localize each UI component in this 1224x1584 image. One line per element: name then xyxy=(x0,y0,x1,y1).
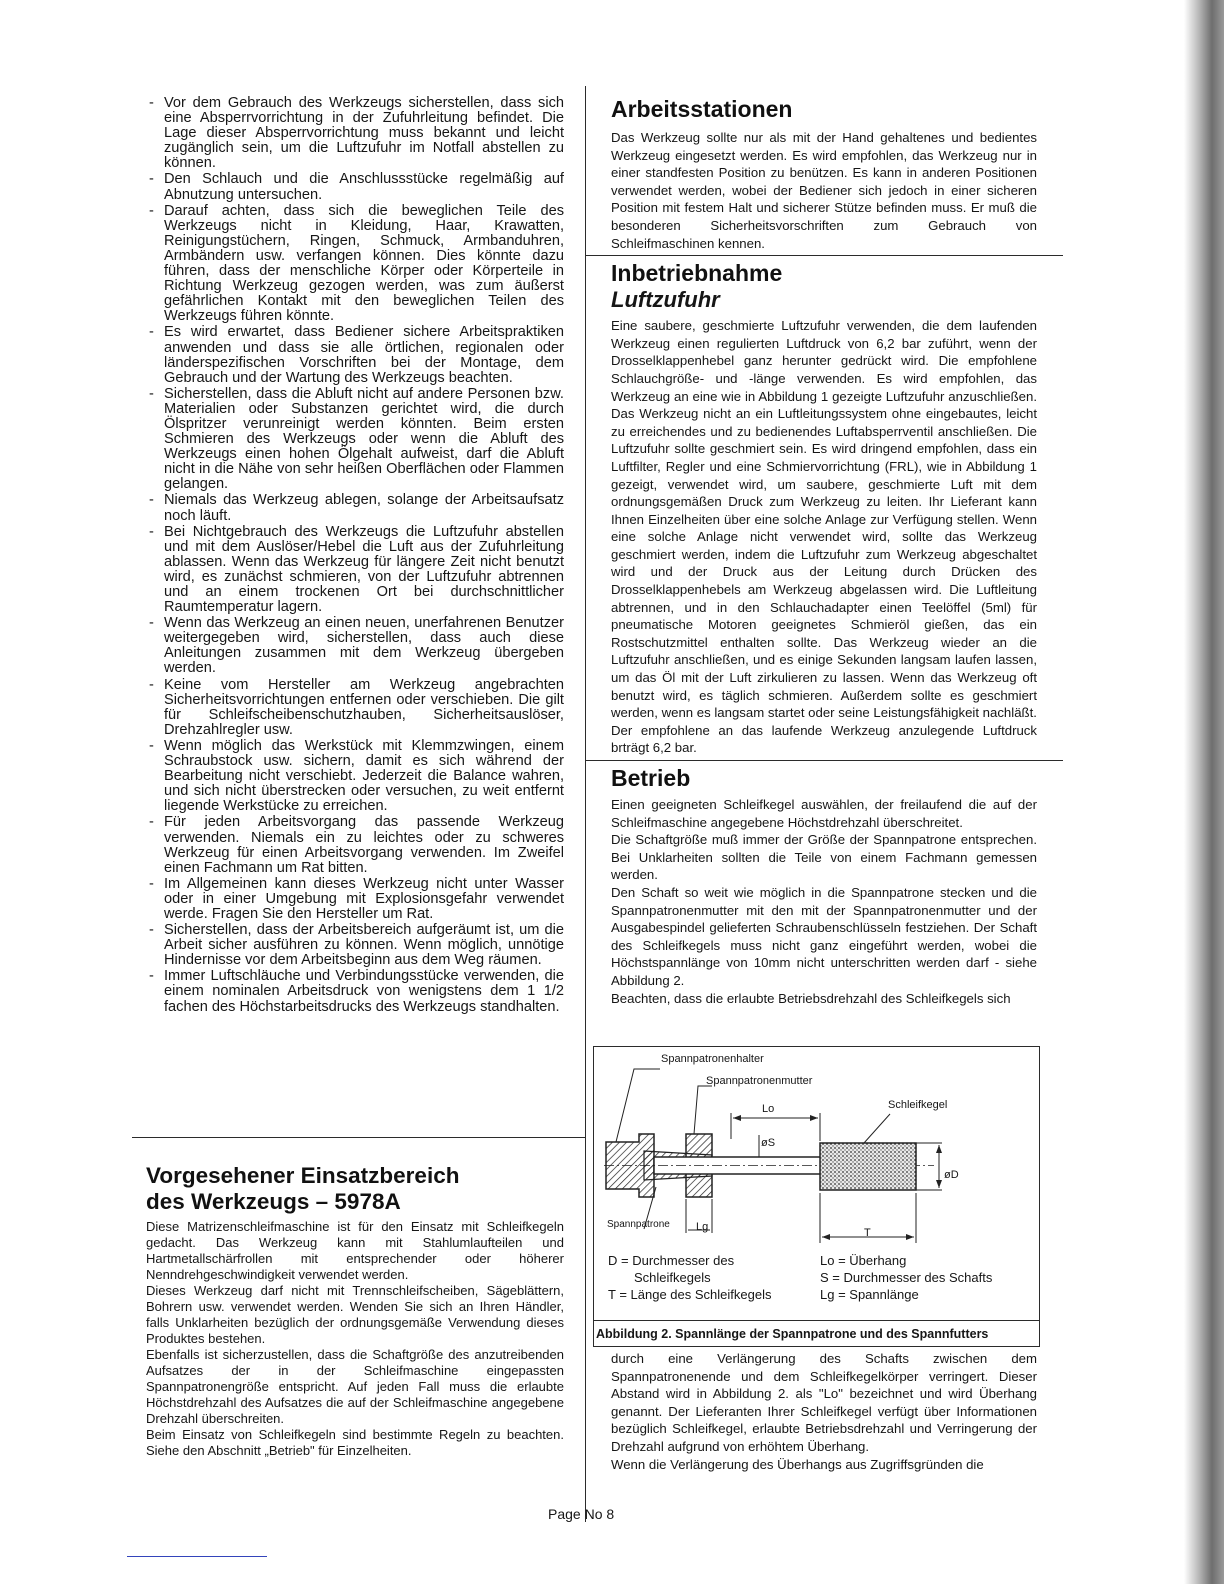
betrieb-paragraph: Einen geeigneten Schleifkegel auswählen, der freilaufend die auf der Schleifmaschine angegebene Höchstdrehzahl überschreitet. xyxy=(611,797,1037,830)
intended-use-paragraph: Beim Einsatz von Schleifkegeln sind bestimmte Regeln zu beachten. Siehe den Abschnitt „Betrieb" für Einzelheiten. xyxy=(146,1427,564,1458)
label-collet: Spannpatrone xyxy=(607,1219,670,1230)
scan-artifact-line xyxy=(127,1556,267,1557)
intended-use-paragraph: Diese Matrizenschleifmaschine ist für den Einsatz mit Schleifkegeln gedacht. Das Werkzeug kann mit Stahlumlaufteilen und Hartmetallschärfrollen mit entsprechender oder höherer Nenndrehgeschwindigkeit verwendet werden. xyxy=(146,1219,564,1282)
safety-bullet: - Für jeden Arbeitsvorgang das passende Werkzeug verwenden. Niemals ein zu leichtes oder zu schweres Werkzeug für einen Arbeitsvorgang verwenden. Im Zweifel einen Fachmann um Rat bitten. xyxy=(146,815,564,875)
intended-use-section xyxy=(146,1163,564,1459)
label-collet-nut: Spannpatronenmutter xyxy=(706,1075,813,1087)
section-rule xyxy=(585,255,1063,256)
grinding-point-shape xyxy=(820,1143,916,1190)
intended-use-title-line2: des Werkzeugs – 5978A xyxy=(146,1189,401,1214)
legend-lg: Lg = Spannlänge xyxy=(820,1287,919,1302)
label-cone-diameter: øD xyxy=(944,1169,959,1181)
safety-bullet: - Niemals das Werkzeug ablegen, solange der Arbeitsaufsatz noch läuft. xyxy=(146,493,564,523)
inbetriebnahme-paragraph: Eine saubere, geschmierte Luftzufuhr verwenden, die dem laufenden Werkzeug einen regulierten Luftdruck von 6,2 bar zuführt, wenn der Drosselklappenhebel ganz herunter gedrückt wird. Die empfohlene Schlauchgröße- und -länge verwenden. Es wird empfohlen, das Werkzeug an eine wie in Abbildung 1 gezeigte Luftzufuhr anzuschließen. Das Werkzeug nicht an ein Luftleitungssystem ohne eingebautes, leicht zu erreichendes und zu bedienendes Luftabsperrventil anschließen. Die Luftzufuhr sollte geschmiert sein. Es wird dringend empfohlen, dass ein Luftfilter, Regler und eine Schmiervorrichtung (FRL), wie in Abbildung 1 gezeigt, verwendet wird, um saubere, geschmierte Luft mit dem ordnungsgemäßen Druck zum Werkzeug zu leiten. Ihr Lieferant kann Ihnen Einzelheiten über eine solche Anlage zur Verfügung stellen. Wenn eine solche Anlage nicht verwendet wird, sollte das Werkzeug geschmiert werden, indem die Luftzufuhr zum Werkzeug abgeschaltet wird und der Druck aus der Leitung durch Drücken des Drosselklappenhebels am Werkzeug abgelassen wird. Die Luftleitung abtrennen, und in den Schlauchadapter einen Teelöffel (5ml) für pneumatische Motoren geeignetes Schmieröl gießen, das ein Rostschutzmittel enthalten sollte. Das Werkzeug wieder an die Luftzufuhr anschließen, und es einige Sekunden langsam laufen lassen, um das Öl mit der Luft zirkulieren zu lassen. Wenn das Werkzeug oft benutzt wird, es täglich schmieren. Außerdem sollte es geschmiert werden, wenn es langsam startet oder seine Leistungsfähigkeit nachläßt. xyxy=(611,318,1037,721)
legend-t: T = Länge des Schleifkegels xyxy=(608,1287,772,1302)
safety-bullet: - Sicherstellen, dass die Abluft nicht auf andere Personen bzw. Materialien oder Substanzen gerichtet wird, die durch Ölspritzer verunreinigt werden könnten. Beim ersten Schmieren des Werkzeugs oder wenn die Abluft des Werkzeugs einen hohen Ölgehalt aufweist, darf die Abluft nicht in die Nähe von sehr heißen Oberflächen oder Flammen gelangen. xyxy=(146,387,564,493)
arbeitsstationen-title: Arbeitsstationen xyxy=(611,96,793,122)
safety-instructions-column xyxy=(146,96,564,1016)
figure-caption: Abbildung 2. Spannlänge der Spannpatrone und des Spannfutters xyxy=(594,1320,1039,1346)
scan-edge-shadow xyxy=(1184,0,1224,1584)
safety-bullet: - Im Allgemeinen kann dieses Werkzeug nicht unter Wasser oder in einer Umgebung mit Explosionsgefahr verwendet werde. Fragen Sie den Hersteller um Rat. xyxy=(146,877,564,922)
label-shaft-diameter: øS xyxy=(761,1137,776,1149)
betrieb-paragraph: Die Schaftgröße muß immer der Größe der Spannpatrone entsprechen. Bei Unklarheiten sollten die Teile von einem Fachmann gemessen werden. xyxy=(611,832,1037,883)
safety-bullet: - Darauf achten, dass sich die beweglichen Teile des Werkzeugs nicht in Kleidung, Haar, Krawatten, Reinigungstüchern, Ringen, Schmuck, Armbanduhren, Armbändern usw. verfangen können. Dies könnte dazu führen, dass der menschliche Körper oder Körperteile in Richtung Werkzeug gezogen werden, was zum äußerst gefährlichen Kontakt mit den beweglichen Teilen des Werkzeugs führen könnte. xyxy=(146,204,564,325)
safety-bullet: - Wenn möglich das Werkstück mit Klemmzwingen, einem Schraubstock usw. sichern, damit es sich während der Bearbeitung nicht verschiebt. Jederzeit die Balance wahren, und sich nicht überstrecken oder versuchen, zu weit entfernt liegende Werkstücke zu erreichen. xyxy=(146,739,564,814)
betrieb-paragraph: Den Schaft so weit wie möglich in die Spannpatrone stecken und die Spannpatronenmutter mit den mit der Spannpatronenmutter und der Ausgabespindel gelieferten Schraubenschlüsseln festziehen. Der Schaft des Schleifkegels muss nicht ganz eingeführt werden, wobei die Höchstspannlänge von 10mm nicht unterschritten werden darf - siehe Abbildung 2. xyxy=(611,884,1037,988)
safety-bullet: - Vor dem Gebrauch des Werkzeugs sicherstellen, dass sich eine Absperrvorrichtung in der Zufuhrleitung befindet. Die Lage dieser Absperrvorrichtung muss bekannt und leicht zugänglich sein, um die Luftzufuhr im Notfall abstellen zu können. xyxy=(146,96,564,171)
label-t: T xyxy=(864,1227,871,1239)
safety-bullet: - Sicherstellen, dass der Arbeitsbereich aufgeräumt ist, um die Arbeit sicher ausführen zu können. Wenn möglich, unnötige Hindernisse vor dem Arbeitsbeginn aus dem Weg räumen. xyxy=(146,923,564,968)
betrieb-continued xyxy=(611,1350,1037,1473)
page-number: Page No 8 xyxy=(548,1506,615,1522)
luftzufuhr-subtitle: Luftzufuhr xyxy=(611,287,720,313)
legend-d-cont: Schleifkegels xyxy=(634,1270,711,1285)
right-column xyxy=(611,96,1037,1007)
inbetriebnahme-title: Inbetriebnahme xyxy=(611,260,783,287)
figure-2 xyxy=(593,1046,1040,1347)
label-lo: Lo xyxy=(762,1103,775,1115)
figure-legend-right xyxy=(820,1252,992,1303)
safety-bullet: - Den Schlauch und die Anschlussstücke regelmäßig auf Abnutzung untersuchen. xyxy=(146,172,564,202)
legend-lo: Lo = Überhang xyxy=(820,1253,907,1268)
safety-bullet: - Immer Luftschläuche und Verbindungsstücke verwenden, die einem nominalen Arbeitsdruck von wenigstens dem 1 1/2 fachen des Höchstarbeitsdrucks des Werkzeugs standhalten. xyxy=(146,969,564,1014)
safety-bullet: - Wenn das Werkzeug an einen neuen, unerfahrenen Benutzer weitergegeben wird, sicherstellen, dass auch diese Anleitungen zusammen mit dem Werkzeug übergeben werden. xyxy=(146,616,564,676)
intended-use-paragraph: Dieses Werkzeug darf nicht mit Trennschleifscheiben, Sägeblättern, Bohrern usw. verwendet werden. Wenden Sie sich an Ihren Händler, falls Unklarheiten bezüglich der ordnungsgemäße Verwendung dieses Produktes bestehen. xyxy=(146,1283,564,1346)
section-rule xyxy=(585,760,1063,761)
figure-legend-left xyxy=(608,1252,771,1303)
betrieb-continued-paragraph: durch eine Verlängerung des Schafts zwischen dem Spannpatronenende und dem Schleifkegelkörper verringert. Dieser Abstand wird in Abbildung 2. als "Lo" bezeichnet und wird Überhang genannt. Der Lieferanten Ihrer Schleifkegel verfügt über Informationen bezüglich Schleifkegel, erlaubte Betriebsdrehzahl und Verringerung der Drehzahl aufgrund von erhöhtem Überhang. xyxy=(611,1351,1037,1454)
betrieb-paragraph: Beachten, dass die erlaubte Betriebsdrehzahl des Schleifkegels sich xyxy=(611,990,1011,1006)
arbeitsstationen-text: Das Werkzeug sollte nur als mit der Hand gehaltenes und bedientes Werkzeug eingesetzt werden. Es wird empfohlen, das Werkzeug nur in einer standfesten Position zu benützen. Es kann in anderen Positionen verwendet werden, wobei der Bediener sich jedoch in einer sicheren Position mit festem Halt und sicherer Stütze befinden muss. Er muß die besonderen Sicherheitsvorschriften zum Gebrauch von Schleifmaschinen kennen. xyxy=(611,130,1037,251)
label-lg: Lg xyxy=(696,1221,709,1233)
inbetriebnahme-paragraph: Der empfohlene an das laufende Werkzeug anzulegende Luftdruck brträgt 6,2 bar. xyxy=(611,722,1037,756)
betrieb-title: Betrieb xyxy=(611,765,691,791)
safety-bullet: - Es wird erwartet, dass Bediener sichere Arbeitspraktiken anwenden und dass sie alle örtlichen, regionalen oder länderspezifischen Vorschriften bei der Montage, dem Gebrauch und der Wartung des Werkzeugs beachten. xyxy=(146,325,564,385)
left-section-rule xyxy=(132,1137,586,1138)
legend-d: D = Durchmesser des xyxy=(608,1253,735,1268)
safety-bullet: - Bei Nichtgebrauch des Werkzeugs die Luftzufuhr abstellen und mit dem Auslöser/Hebel die Luft aus der Zufuhrleitung ablassen. Wenn das Werkzeug für längere Zeit nicht benutzt wird, es zunächst schmieren, von der Luftzufuhr abtrennen und an einem trockenen Ort bei durchschnittlicher Raumtemperatur lagern. xyxy=(146,525,564,616)
collet-diagram xyxy=(594,1047,1039,1247)
column-divider xyxy=(585,86,586,1522)
label-collet-holder: Spannpatronenhalter xyxy=(661,1053,764,1065)
intended-use-title-line1: Vorgesehener Einsatzbereich xyxy=(146,1163,460,1188)
label-grinding-point: Schleifkegel xyxy=(888,1099,948,1111)
legend-s: S = Durchmesser des Schafts xyxy=(820,1270,993,1285)
intended-use-paragraph: Ebenfalls ist sicherzustellen, dass die Schaftgröße des anzutreibenden Aufsatzes der in der Schleifmaschine eingepassten Spannpatronengröße entspricht. Auf jeden Fall muss die erlaubte Höchstdrehzahl des Aufsatzes die auf der Schleifmaschine angegebene Drehzahl überschreiten. xyxy=(146,1347,564,1426)
betrieb-continued-paragraph: Wenn die Verlängerung des Überhangs aus Zugriffsgründen die xyxy=(611,1456,984,1472)
safety-bullet-list xyxy=(146,96,564,1015)
safety-bullet: - Keine vom Hersteller am Werkzeug angebrachten Sicherheitsvorrichtungen entfernen oder verschieben. Die gilt für Schleifscheibenschutzhauben, Sicherheitsauslöser, Drehzahlregler usw. xyxy=(146,678,564,738)
